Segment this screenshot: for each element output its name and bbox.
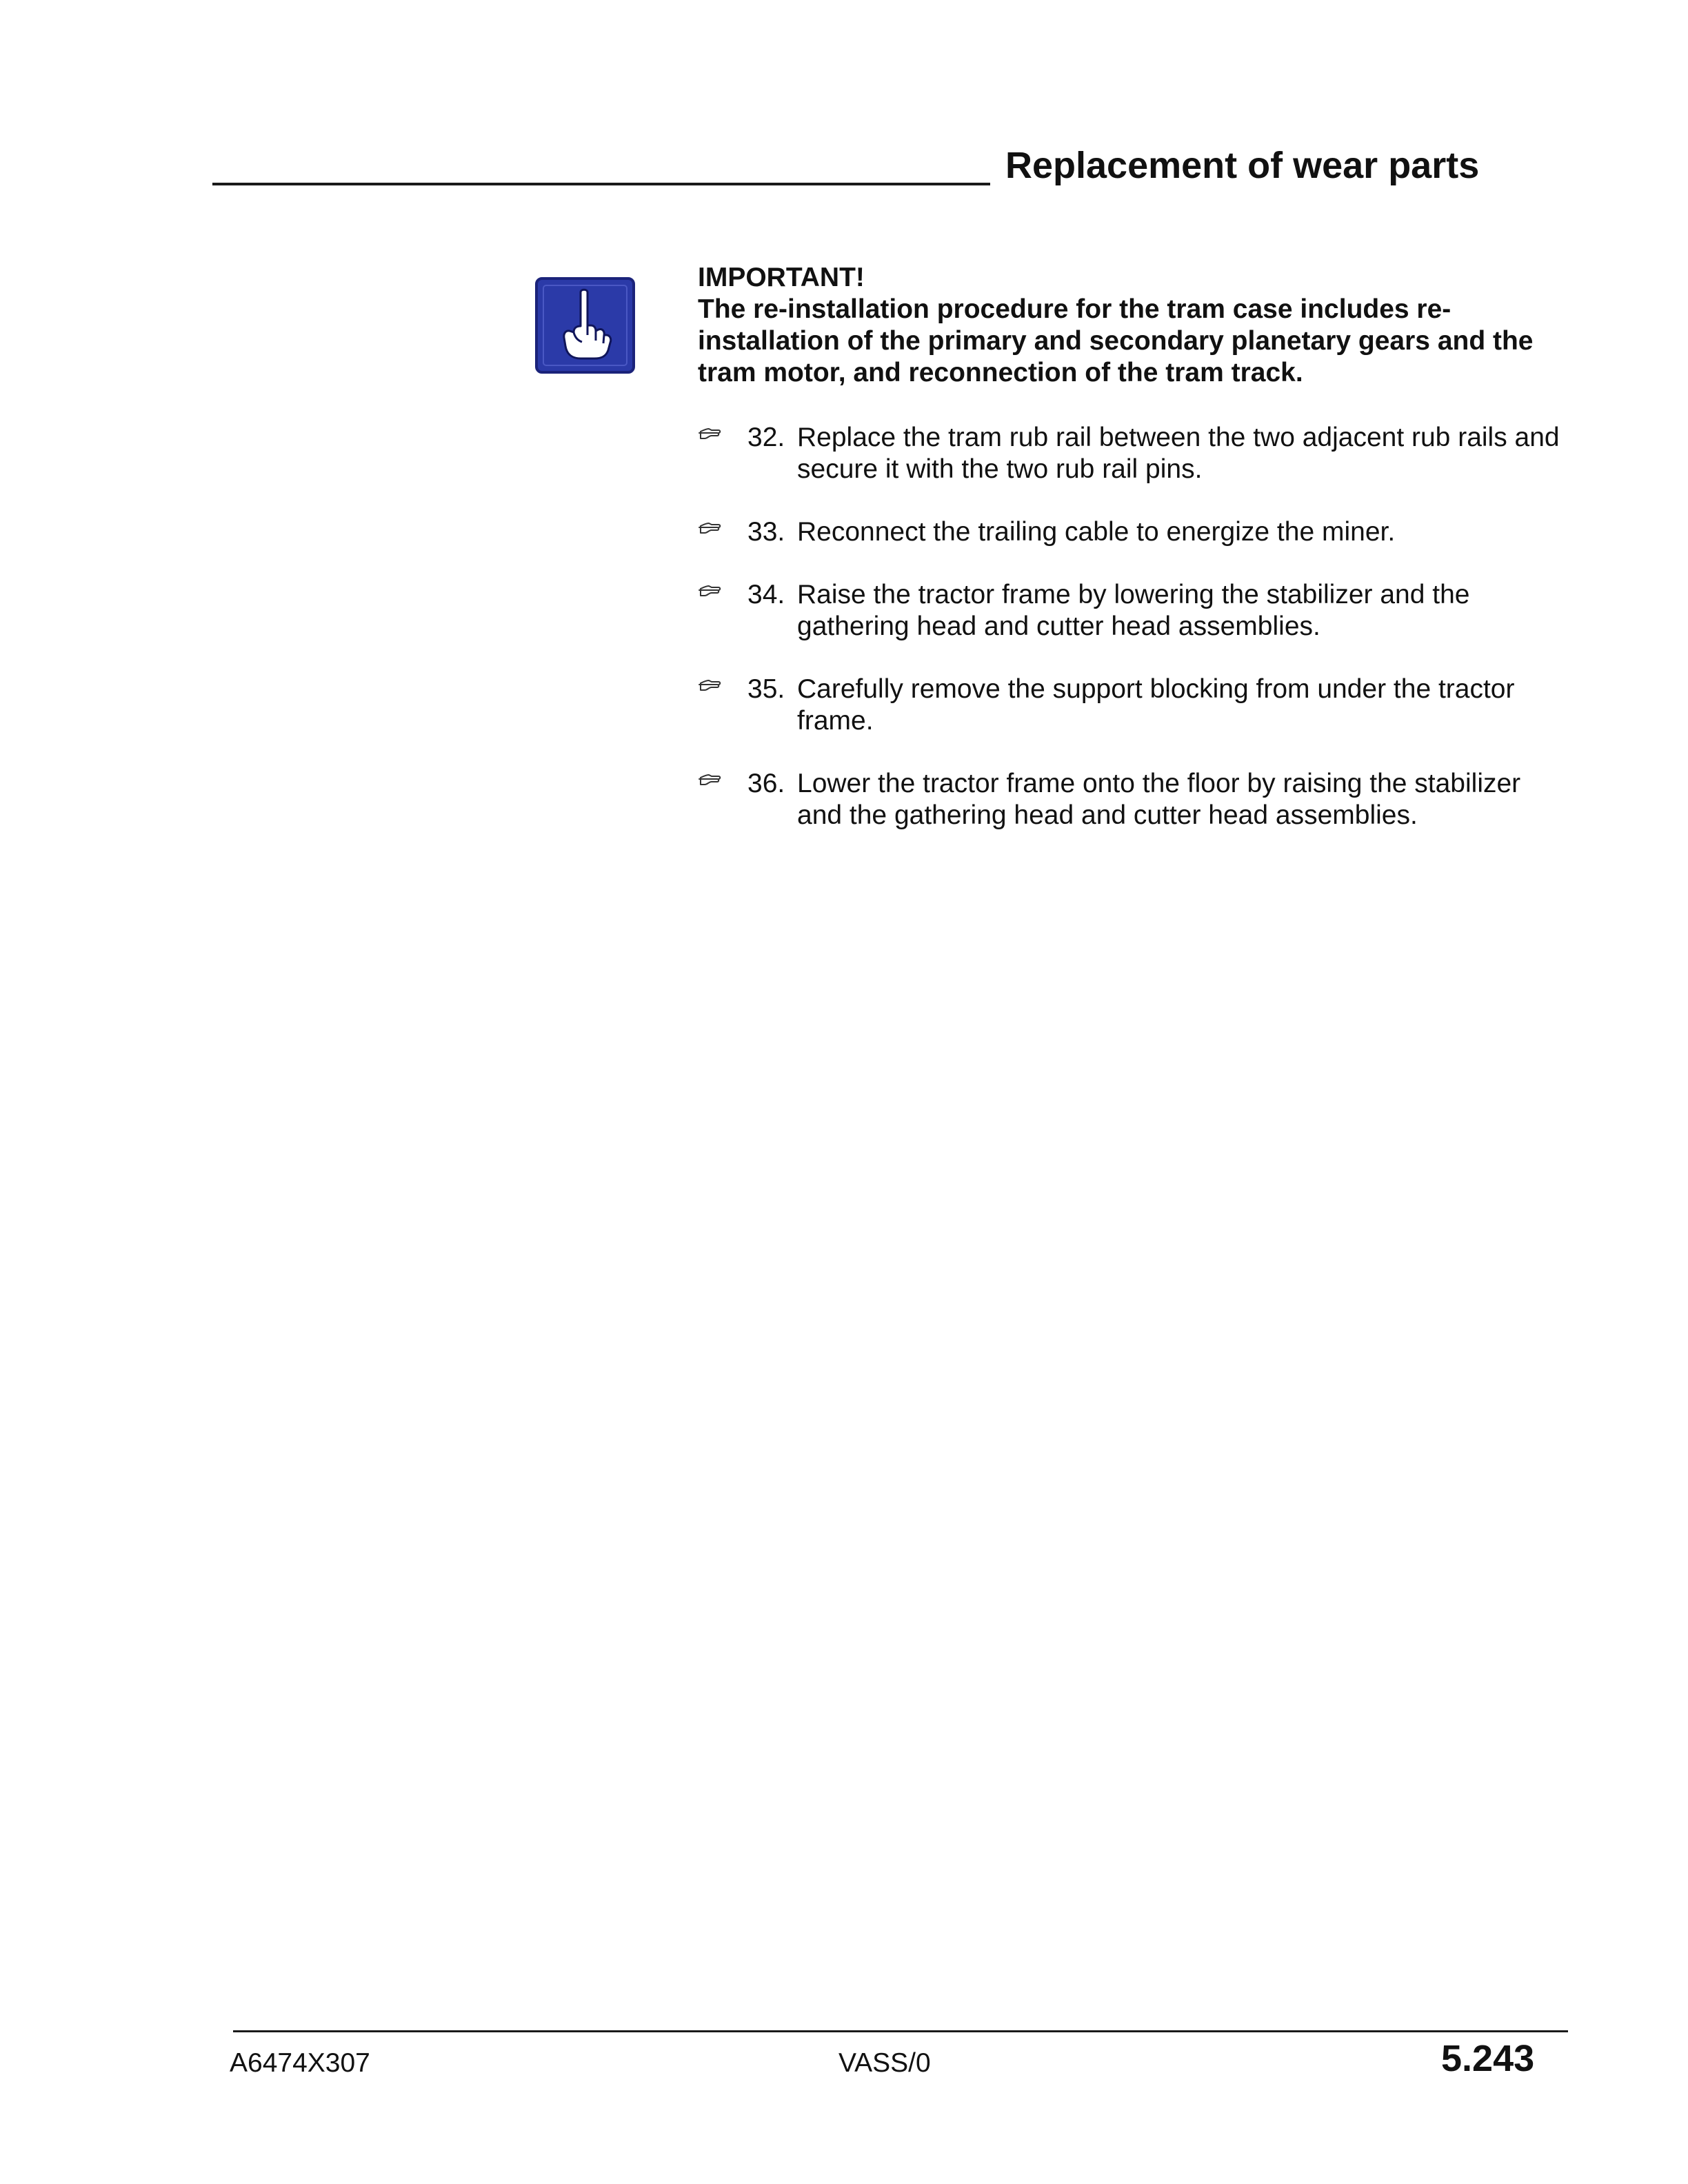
document-code: A6474X307 — [230, 2048, 370, 2078]
step-text: Replace the tram rub rail between the two adjacent rub rails and secure it with the two rub rail pins. — [797, 423, 1560, 484]
step-text: Lower the tractor frame onto the floor by raising the stabilizer and the gathering head and cutter head assemblies. — [797, 769, 1521, 830]
step-number: 33. — [747, 517, 785, 547]
pointing-hand-icon — [698, 423, 723, 444]
step-item — [698, 768, 1567, 831]
header-rule — [212, 183, 990, 185]
step-item — [698, 516, 1567, 548]
step-text: Raise the tractor frame by lowering the stabilizer and the gathering head and cutter head assemblies. — [797, 580, 1470, 641]
notice-body: The re-installation procedure for the tram case includes re-installation of the primary and secondary planetary gears and the tram motor, and reconnection of the tram track. — [698, 294, 1534, 387]
footer-rule — [233, 2030, 1568, 2032]
step-item — [698, 579, 1567, 643]
procedure-steps — [698, 422, 1567, 862]
step-number: 35. — [747, 674, 785, 704]
raised-index-finger-icon — [535, 277, 635, 374]
step-text: Reconnect the trailing cable to energize the miner. — [797, 517, 1396, 547]
step-text: Carefully remove the support blocking from under the tractor frame. — [797, 674, 1515, 736]
pointing-hand-icon — [698, 769, 723, 790]
pointing-hand-icon — [698, 518, 723, 538]
section-title: Replacement of wear parts — [1005, 145, 1480, 186]
step-item — [698, 422, 1567, 485]
pointing-hand-icon — [698, 675, 723, 696]
important-notice — [698, 262, 1567, 389]
page-number: 5.243 — [1441, 2038, 1535, 2079]
step-number: 36. — [747, 769, 785, 798]
step-number: 34. — [747, 580, 785, 609]
pointing-hand-icon — [698, 580, 723, 601]
step-item — [698, 674, 1567, 737]
step-number: 32. — [747, 423, 785, 452]
revision-label: VASS/0 — [838, 2048, 931, 2078]
notice-heading: IMPORTANT! — [698, 263, 865, 292]
